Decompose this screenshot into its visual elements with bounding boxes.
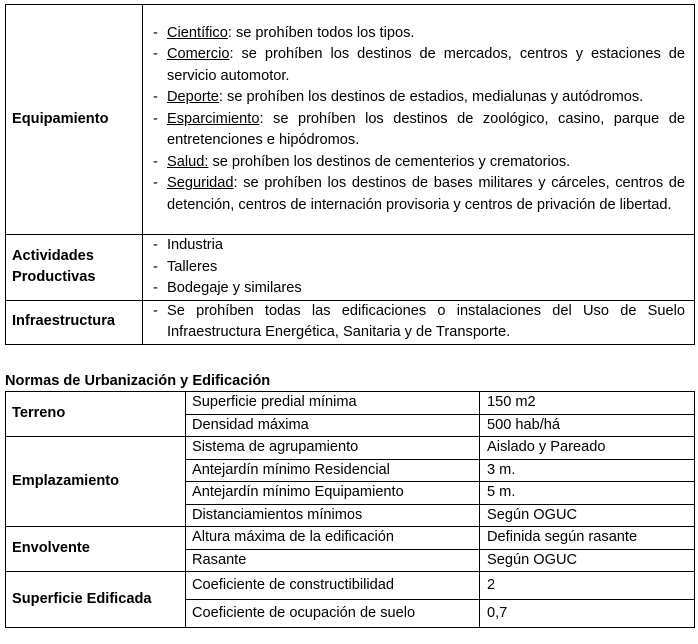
group-label: Terreno	[6, 392, 186, 437]
item-term: Científico	[167, 24, 228, 41]
list-item: - Talleres	[153, 258, 218, 275]
value-cell: 150 m2	[480, 392, 695, 415]
item-text: se prohíben los destinos de cementerios y crematorios.	[208, 153, 571, 170]
group-label: Envolvente	[6, 527, 186, 572]
norms-table	[5, 391, 695, 628]
row-content	[143, 235, 695, 301]
list-item: - Industria	[153, 237, 223, 253]
item-term: Seguridad	[167, 175, 234, 192]
list-item: - Científico: se prohíben todos los tipos.	[153, 24, 415, 41]
list-item: - Se prohíben todas las edificaciones o instalaciones del Uso de Suelo Infraestructura Energética, Sanitaria y de Transporte.	[153, 302, 685, 340]
item-text: Industria	[167, 237, 223, 253]
list-item: - Salud: se prohíben los destinos de cementerios y crematorios.	[153, 153, 571, 170]
param-cell: Sistema de agrupamiento	[186, 437, 480, 460]
item-text: : se prohíben los destinos de mercados, centros y estaciones de servicio automotor.	[167, 46, 685, 84]
value-cell: Definida según rasante	[480, 527, 695, 550]
table-row	[6, 392, 695, 415]
table-row	[6, 527, 695, 550]
row-label-line: Productivas	[12, 269, 96, 286]
item-term: Salud:	[167, 153, 209, 170]
value-cell: 3 m.	[480, 459, 695, 482]
table-row	[6, 300, 695, 344]
item-text: : se prohíben los destinos de zoológico, casino, parque de entretenciones e hipódromos.	[167, 110, 685, 149]
param-cell: Antejardín mínimo Residencial	[186, 459, 480, 482]
item-text: : se prohíben todos los tipos.	[227, 24, 415, 41]
param-cell: Altura máxima de la edificación	[186, 527, 480, 550]
row-label: Equipamiento	[6, 5, 143, 235]
item-text: Talleres	[167, 258, 218, 275]
row-label-line: Actividades	[12, 247, 94, 264]
list-item: - Seguridad: se prohíben los destinos de bases militares y cárceles, centros de detención, centros de internación provisoria y centros de privación de libertad.	[153, 175, 685, 213]
param-cell: Superficie predial mínima	[186, 392, 480, 415]
table-row	[6, 235, 695, 301]
item-term: Esparcimiento	[167, 110, 260, 127]
item-term: Comercio	[167, 46, 230, 63]
item-text: Se prohíben todas las edificaciones o instalaciones del Uso de Suelo Infraestructura Energética, Sanitaria y de Transporte.	[167, 302, 685, 340]
value-cell: Según OGUC	[480, 504, 695, 527]
row-content	[143, 300, 695, 344]
section-title: Normas de Urbanización y Edificación	[5, 373, 271, 389]
param-cell: Rasante	[186, 549, 480, 572]
table-row	[6, 437, 695, 460]
param-cell: Coeficiente de ocupación de suelo	[186, 600, 480, 628]
value-cell: 2	[480, 572, 695, 600]
table-row	[6, 572, 695, 600]
list-item: - Bodegaje y similares	[153, 280, 302, 296]
table-row	[6, 5, 695, 235]
list-item: - Comercio: se prohíben los destinos de mercados, centros y estaciones de servicio automotor.	[153, 46, 685, 84]
param-cell: Antejardín mínimo Equipamiento	[186, 482, 480, 505]
item-text: Bodegaje y similares	[167, 280, 302, 296]
row-label: Infraestructura	[6, 300, 143, 344]
param-cell: Densidad máxima	[186, 414, 480, 437]
param-cell: Distanciamientos mínimos	[186, 504, 480, 527]
param-cell: Coeficiente de constructibilidad	[186, 572, 480, 600]
row-label	[6, 235, 143, 301]
value-cell: 5 m.	[480, 482, 695, 505]
value-cell: 500 hab/há	[480, 414, 695, 437]
value-cell: Según OGUC	[480, 549, 695, 572]
item-text: : se prohíben los destinos de estadios, medialunas y autódromos.	[218, 89, 644, 106]
item-text: : se prohíben los destinos de bases militares y cárceles, centros de detención, centros de internación provisoria y centros de privación de libertad.	[167, 175, 685, 213]
list-item: - Deporte: se prohíben los destinos de estadios, medialunas y autódromos.	[153, 89, 644, 106]
row-content	[143, 5, 695, 235]
value-cell: 0,7	[480, 600, 695, 628]
group-label: Emplazamiento	[6, 437, 186, 527]
item-term: Deporte	[167, 89, 219, 106]
group-label: Superficie Edificada	[6, 572, 186, 628]
list-item: - Esparcimiento: se prohíben los destinos de zoológico, casino, parque de entretenciones e hipódromos.	[153, 110, 685, 149]
prohibited-uses-table	[5, 4, 695, 345]
value-cell: Aislado y Pareado	[480, 437, 695, 460]
